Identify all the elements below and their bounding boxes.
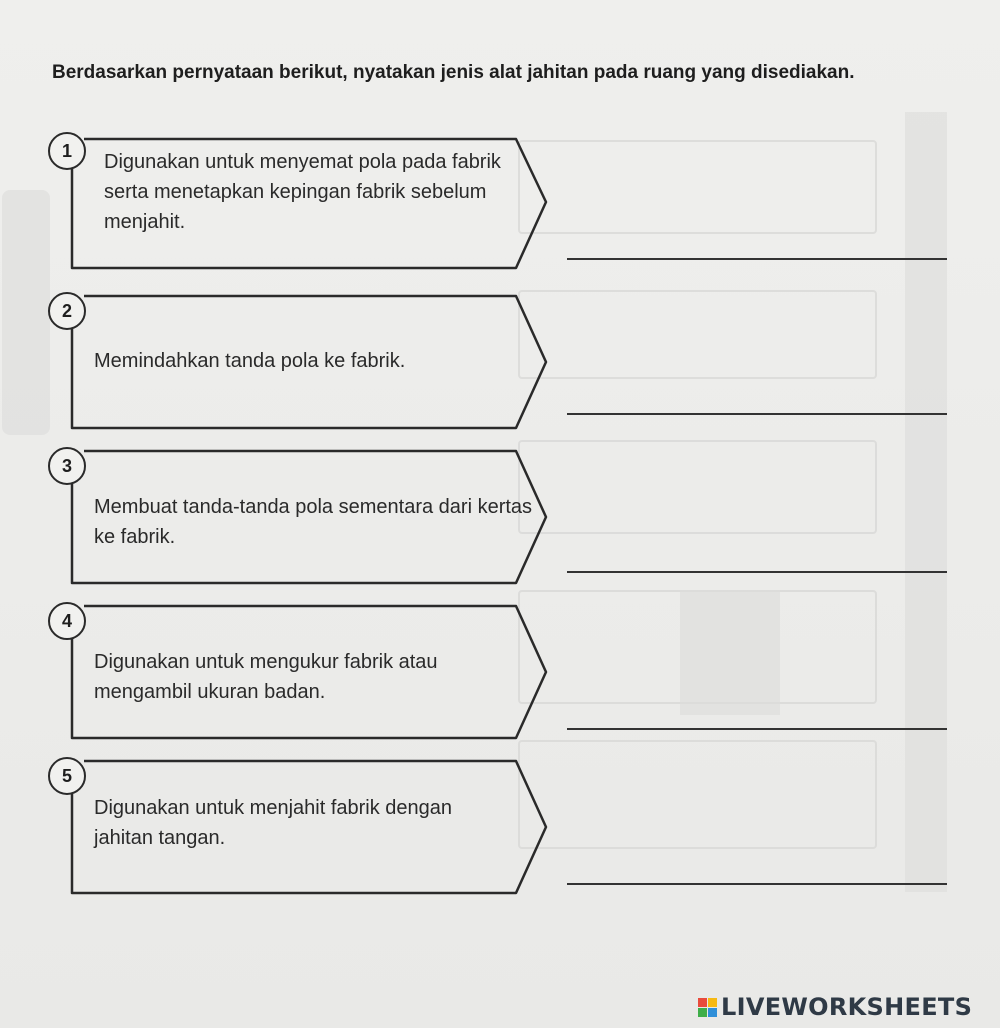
- bleed-box: [518, 440, 877, 534]
- question-item-2: [48, 292, 558, 432]
- liveworksheets-logo-icon: [698, 998, 717, 1017]
- watermark-text: LIVEWORKSHEETS: [721, 993, 973, 1021]
- question-item-5: [48, 757, 558, 897]
- bleed-strip: [905, 112, 947, 892]
- question-text: Digunakan untuk menyemat pola pada fabrik serta menetapkan kepingan fabrik sebelum menjahit.: [104, 151, 501, 233]
- bleed-box: [518, 290, 877, 379]
- question-item-4: [48, 602, 558, 742]
- bleed-strip: [680, 590, 780, 715]
- bleed-strip: [2, 190, 50, 435]
- question-text: Memindahkan tanda pola ke fabrik.: [94, 350, 406, 372]
- question-number: 5: [48, 757, 86, 795]
- question-number: 2: [48, 292, 86, 330]
- question-text: Membuat tanda-tanda pola sementara dari kertas ke fabrik.: [94, 496, 533, 548]
- answer-line-5[interactable]: [567, 883, 947, 885]
- bleed-box: [518, 140, 877, 234]
- bleed-box: [518, 740, 877, 849]
- answer-line-3[interactable]: [567, 571, 947, 573]
- answer-line-4[interactable]: [567, 728, 947, 730]
- question-number: 4: [48, 602, 86, 640]
- question-text: Digunakan untuk mengukur fabrik atau mengambil ukuran badan.: [94, 651, 438, 703]
- question-number: 3: [48, 447, 86, 485]
- question-text: Digunakan untuk menjahit fabrik dengan jahitan tangan.: [94, 797, 453, 849]
- answer-line-2[interactable]: [567, 413, 947, 415]
- liveworksheets-logo: [698, 990, 972, 1024]
- answer-line-1[interactable]: [567, 258, 947, 260]
- question-item-1: [48, 132, 558, 272]
- question-item-3: [48, 447, 558, 587]
- instruction-text: Berdasarkan pernyataan berikut, nyatakan jenis alat jahitan pada ruang yang disediakan.: [52, 62, 855, 83]
- question-number: 1: [48, 132, 86, 170]
